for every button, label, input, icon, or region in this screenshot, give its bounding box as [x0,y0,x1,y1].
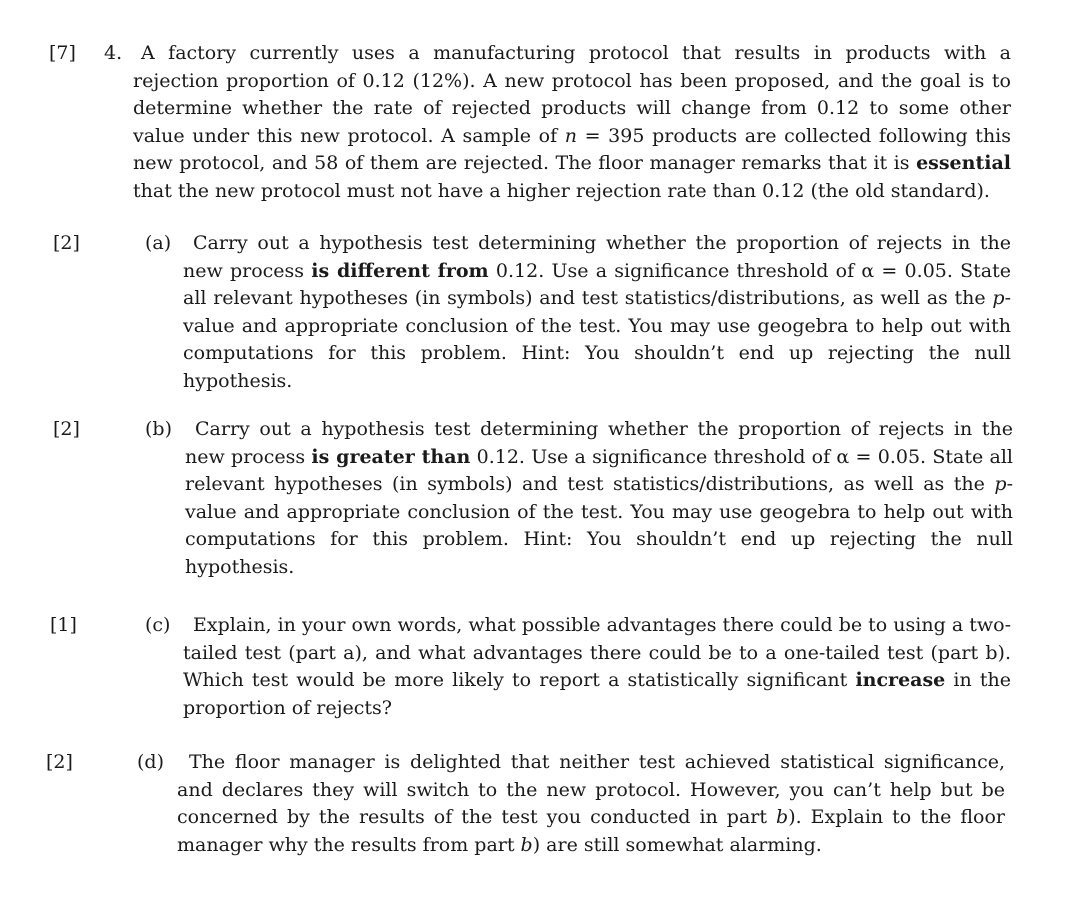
part-c-text [183,612,1011,722]
question-emphasis: essential [916,152,1011,174]
part-b-p-variable: p [994,473,1007,495]
part-a-text-2: 0.12. Use a significance threshold of α = 0.05. State all relevant hypotheses (in symbols) and test statistics/distributions, as well as the [183,259,1011,309]
part-d-text-3: ) are still somewhat alarming. [532,833,822,856]
part-a-p-variable: p [992,287,1005,309]
question-text-2: = 395 products are collected following this new protocol, and 58 of them are rejected. The floor manager remarks that it is [133,124,1012,174]
part-d-text-1: The floor manager is delighted that neither test achieved statistical significance, and declares they will switch to the new protocol. However, you can’t help but be concerned by the results of the test you conducted in part [177,751,1005,828]
part-d-label: (d) [137,751,164,773]
question-text-3: that the new protocol must not have a higher rejection rate than 0.12 (the old standard). [133,179,990,202]
part-b-text [185,416,1013,581]
part-d-ref-2: b [520,833,533,856]
question-number: 4. [104,42,123,64]
part-a-text [183,230,1011,395]
part-c-label: (c) [145,614,171,636]
part-d-text-2: ). Explain to the floor manager why the results from part [177,806,1005,856]
question-stem [133,40,1011,205]
part-c-text-1: Explain, in your own words, what possible advantages there could be to using a two-tailed test (part a), and what advantages there could be to a one-tailed test (part b). Which test would be more likely to report a statistically significant [183,614,1011,691]
sample-size-variable: n [564,124,578,147]
part-a-text-1: Carry out a hypothesis test determining whether the proportion of rejects in the new process [183,232,1011,282]
question-marks: [7] [49,42,76,64]
part-d-text [177,749,1005,859]
part-b-text-2: 0.12. Use a significance threshold of α = 0.05. State all relevant hypotheses (in symbols) and test statistics/distributions, as well as the [185,445,1013,495]
part-d-ref-1: b [776,806,789,828]
part-b-text-1: Carry out a hypothesis test determining whether the proportion of rejects in the new process [185,418,1013,468]
question-text-1: A factory currently uses a manufacturing protocol that results in products with a rejection proportion of 0.12 (12%). A new protocol has been proposed, and the goal is to determine whether the rate of rejected products will change from 0.12 to some other value under this new protocol. A sample of [133,42,1011,147]
part-b-text-3: -value and appropriate conclusion of the test. You may use geogebra to help out with computations for this problem. Hint: You shouldn’t end up rejecting the null hypothesis. [185,473,1013,578]
part-c-marks: [1] [50,614,77,636]
part-b-emphasis: is greater than [311,445,471,468]
part-d-marks: [2] [46,751,73,773]
part-b-label: (b) [145,418,172,440]
part-a-text-3: -value and appropriate conclusion of the test. You may use geogebra to help out with computations for this problem. Hint: You shouldn’t end up rejecting the null hypothesis. [183,287,1011,392]
part-b-marks: [2] [53,418,80,440]
part-a-emphasis: is different from [311,259,489,282]
part-c-emphasis: increase [855,669,946,691]
part-a-marks: [2] [53,232,80,254]
part-c-text-2: in the proportion of rejects? [183,669,1011,719]
part-a-label: (a) [145,232,172,254]
